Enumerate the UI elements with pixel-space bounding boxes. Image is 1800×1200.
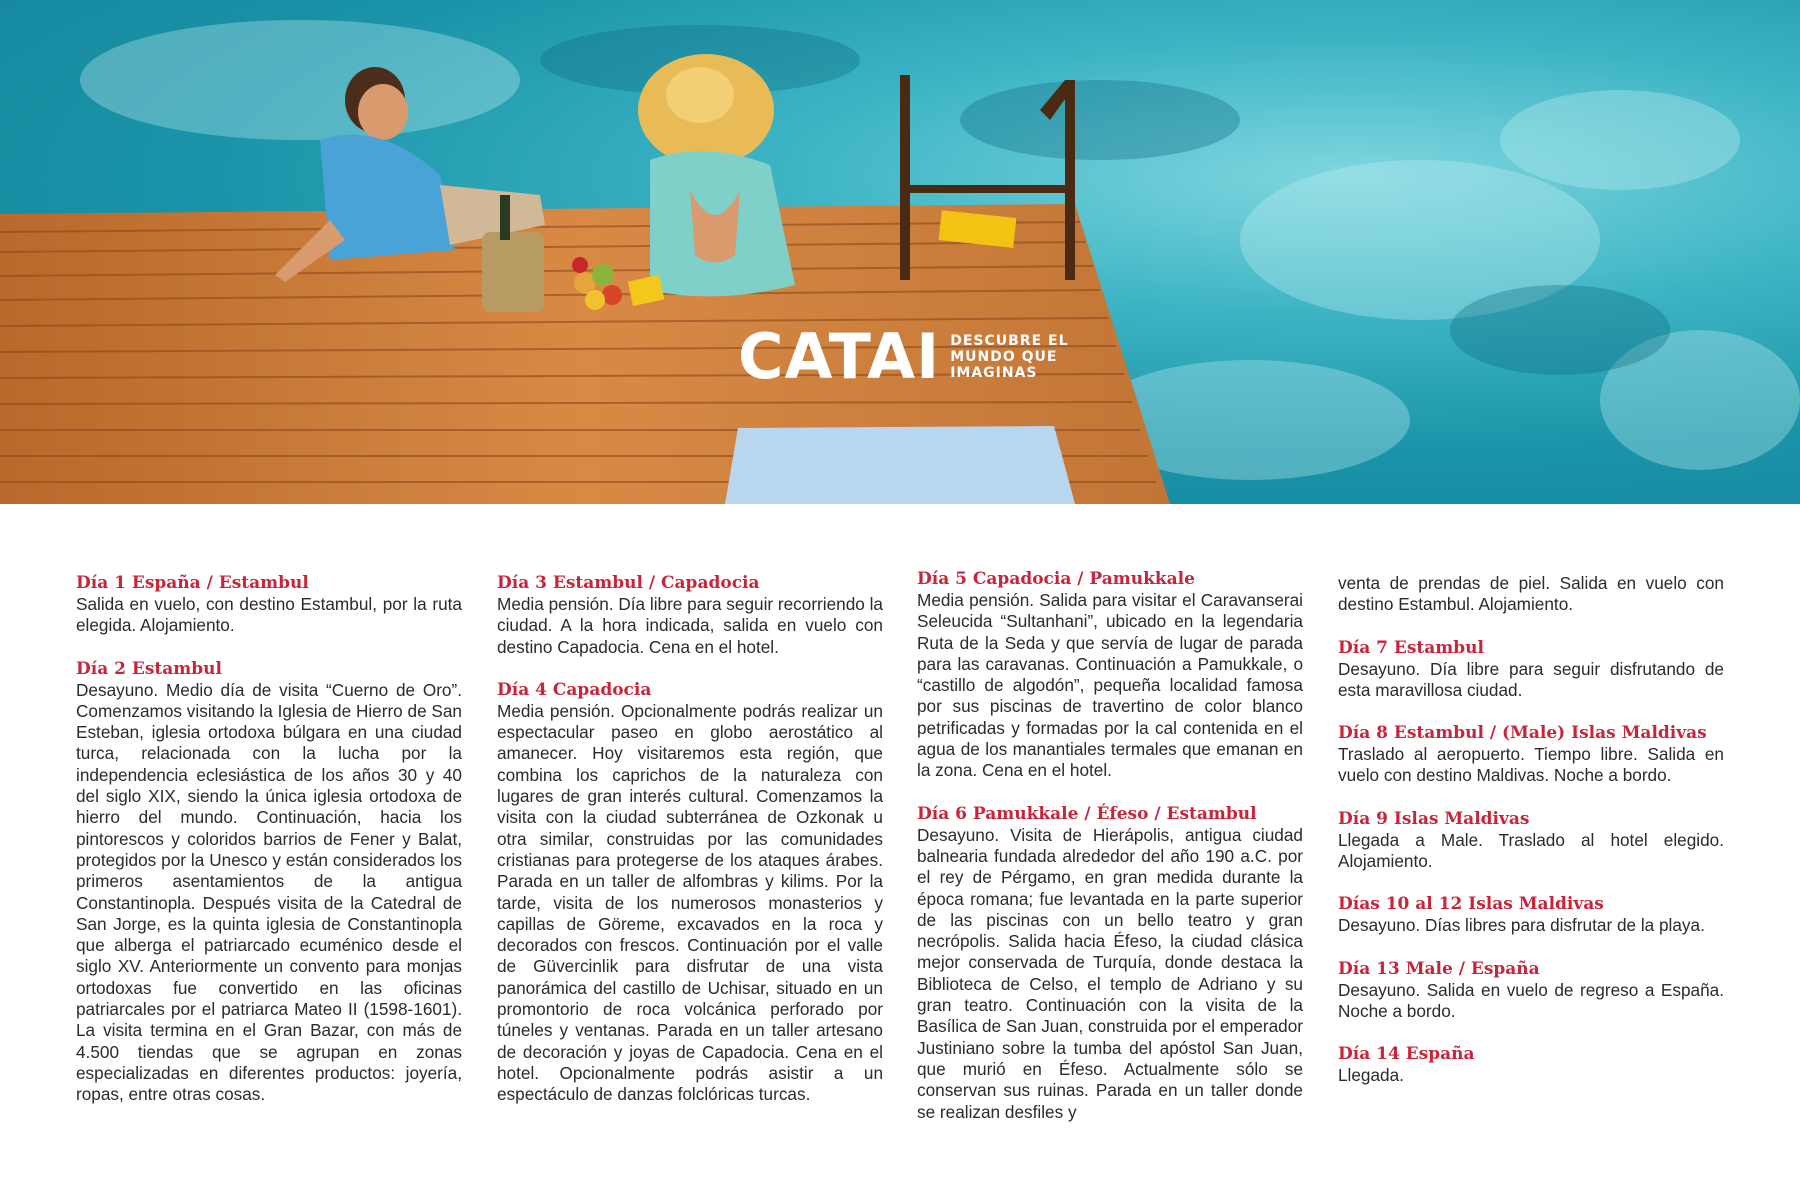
day-title: Día 3 Estambul / Capadocia [497,573,760,593]
day-entry [917,804,1303,1123]
day-description: Media pensión. Salida para visitar el Caravanserai Seleucida “Sultanhani”, ubicado en la legendaria Ruta de la Seda y que servía de lugar de parada para las caravanas. Continuación a Pamukkale, o “castillo de algodón”, pequeña localidad famosa por sus piscinas de travertino de color blanco petrificadas y formadas por la cal contenida en el agua de los manantiales termales que emanan en la zona. Cena en el hotel. [917,590,1303,781]
day-title: Día 9 Islas Maldivas [1338,808,1530,829]
itinerary-column-3 [917,569,1303,1145]
brand-logo [738,322,1069,392]
day-title: Día 1 España / Estambul [76,573,309,593]
day-entry [1338,1044,1724,1086]
day-entry [76,659,462,1106]
blue-tab [725,426,1075,504]
day-title: Día 8 Estambul / (Male) Islas Maldivas [1338,723,1707,744]
day-title: Día 4 Capadocia [497,679,652,700]
day-entry [1338,638,1724,702]
tagline-line-3: IMAGINAS [950,365,1038,381]
itinerary-column-4 [1338,573,1724,1109]
day-description: Media pensión. Día libre para seguir recorriendo la ciudad. A la hora indicada, salida en vuelo con destino Capadocia. Cena en el hotel. [497,594,883,657]
day-entry [1338,723,1724,787]
day-entry [497,680,883,1106]
day-entry [1338,809,1724,873]
day-title: Día 2 Estambul [76,658,222,679]
day-entry [497,573,883,658]
hero-photo [0,0,1800,504]
day-description: Desayuno. Salida en vuelo de regreso a España. Noche a bordo. [1338,979,1724,1021]
tagline-line-2: MUNDO QUE [950,349,1058,365]
day-entry [917,569,1303,782]
day-title: Día 14 España [1338,1044,1475,1065]
pier-illustration [0,0,1800,504]
day-entry [1338,894,1724,936]
day-description: Desayuno. Visita de Hierápolis, antigua ciudad balnearia fundada alrededor del año 190 a.C. por el rey de Pérgamo, en gran medida durante la época romana; fue levantada en la parte superior de las piscinas con un bello teatro y gran necrópolis. Salida hacia Éfeso, la ciudad clásica mejor conservada de Turquía, donde destaca la Biblioteca de Celso, el templo de Adriano y su gran teatro. Continuación con la visita de la Basílica de San Juan, construida por el emperador Justiniano sobre la tumba del apóstol San Juan, que murió en Éfeso. Actualmente sólo se conservan sus ruinas. Parada en un taller donde se realizan desfiles y [917,824,1303,1122]
day-description: Llegada. [1338,1065,1404,1086]
day-description: Desayuno. Medio día de visita “Cuerno de Oro”. Comenzamos visitando la Iglesia de Hierro de San Esteban, iglesia ortodoxa búlgara en una ciudad turca, relacionada con la lucha por la independencia eclesiástica de los años 30 y 40 del siglo XIX, siendo la única iglesia ortodoxa de hierro del mundo. Continuación, hacia los pintorescos y coloridos barrios de Fener y Balat, protegidos por la Unesco y están considerados los primeros asentamientos de la antigua Constantinopla. Después visita de la Catedral de San Jorge, es la quinta iglesia de Constantinopla que alberga el patriarcado ecuménico desde el siglo XV. Anteriormente un convento para monjas ortodoxas fue convertido en las oficinas patriarcales por el patriarca Mateo II (1598-1601). La visita termina en el Gran Bazar, con más de 4.500 tiendas que se agrupan en zonas especializadas en diferentes productos: joyería, ropas, entre otras cosas. [76,679,462,1105]
day-description: Salida en vuelo, con destino Estambul, por la ruta elegida. Alojamiento. [76,594,462,636]
day-title: Día 6 Pamukkale / Éfeso / Estambul [917,803,1257,824]
brand-tagline [950,333,1068,381]
day-description: Desayuno. Día libre para seguir disfrutando de esta maravillosa ciudad. [1338,658,1724,700]
day-description: Media pensión. Opcionalmente podrás realizar un espectacular paseo en globo aerostático al amanecer. Hoy visitaremos esta región, que combina los caprichos de la naturaleza con lugares de gran interés cultural. Comenzamos la visita con la ciudad subterránea de Ozkonak u otra similar, construidas por las comunidades cristianas para protegerse de los ataques árabes. Parada en un taller de alfombras y kilims. Por la tarde, visita de los numerosos monasterios y capillas de Göreme, excavados en la roca y decorados con frescos. Continuación por el valle de Güvercinlik para disfrutar de una vista panorámica del castillo de Uchisar, situado en un promontorio de roca volcánica perforado por túneles y ventanas. Parada en un taller artesano de decoración y joyas de Capadocia. Cena en el hotel. Opcionalmente podrás asistir a un espectáculo de danzas folclóricas turcas. [497,700,883,1105]
day-title: Días 10 al 12 Islas Maldivas [1338,894,1604,915]
tagline-line-1: DESCUBRE EL [950,333,1069,349]
day-entry [1338,959,1724,1023]
day-description: Desayuno. Días libres para disfrutar de la playa. [1338,915,1705,936]
day-entry [76,573,462,637]
itinerary-column-1 [76,573,462,1128]
itinerary-column-2 [497,573,883,1128]
day-description: Traslado al aeropuerto. Tiempo libre. Salida en vuelo con destino Maldivas. Noche a bordo. [1338,744,1724,786]
brand-name: CATAI [738,320,941,393]
continued-description: venta de prendas de piel. Salida en vuelo con destino Estambul. Alojamiento. [1338,573,1724,615]
day-description: Llegada a Male. Traslado al hotel elegido. Alojamiento. [1338,829,1724,872]
day-6-continuation [1338,573,1724,616]
day-title: Día 5 Capadocia / Pamukkale [917,569,1195,589]
day-title: Día 7 Estambul [1338,637,1484,658]
day-title: Día 13 Male / España [1338,958,1540,979]
